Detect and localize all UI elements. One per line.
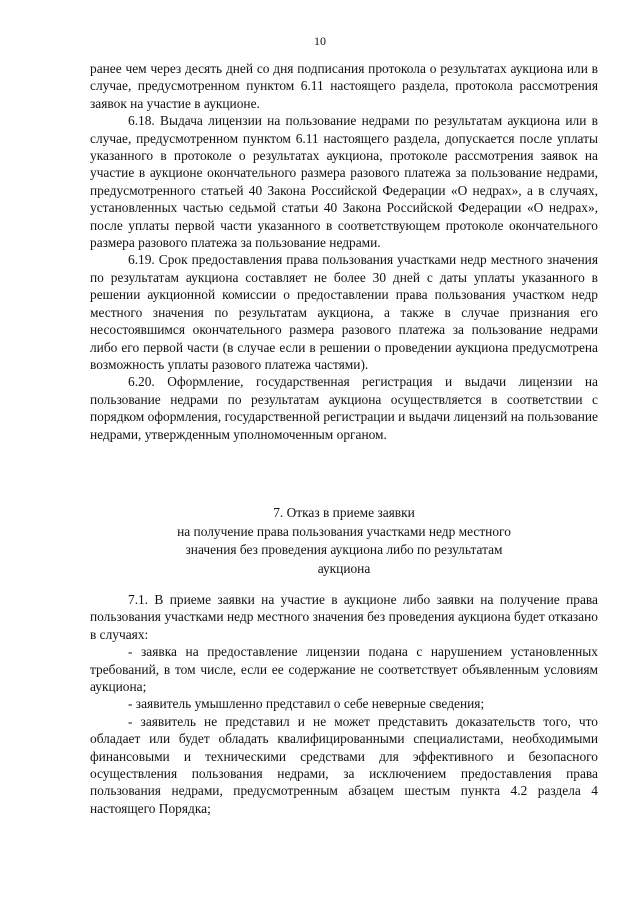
heading-line: 7. Отказ в приеме заявки (273, 505, 415, 520)
list-item-1: - заявка на предоставление лицензии подана с нарушением установленных требований, в том числе, если ее содержание не соответствует объявленным условиям аукциона; (90, 644, 598, 695)
list-item-2: - заявитель умышленно представил о себе неверные сведения; (128, 696, 485, 712)
paragraph-6-19: 6.19. Срок предоставления права пользования участками недр местного значения по результатам аукциона составляет не более 30 дней с даты уплаты указанного в решении аукционной комиссии о предоставлении права пользования участком недр местного значения по результатам аукциона, а также в случае признания его несостоявшимся окончательного размера разового платежа за пользование недрами либо его первой части (в случае если в решении о проведении аукциона предусмотрена возможность уплаты разового платежа частями). (90, 252, 598, 372)
section-6-continuation (90, 60, 598, 443)
page-number: 10 (314, 34, 326, 48)
heading-line: на получение права пользования участками недр местного (177, 523, 511, 539)
heading-line: аукциона (317, 560, 371, 576)
heading-line: значения без проведения аукциона либо по результатам (185, 542, 503, 557)
paragraph-continuation: ранее чем через десять дней со дня подписания протокола о результатах аукциона или в случае, предусмотренном пунктом 6.11 настоящего раздела, протокола рассмотрения заявок на участие в аукционе. (90, 61, 598, 111)
paragraph-6-20: 6.20. Оформление, государственная регистрация и выдачи лицензии на пользование недрами по результатам аукциона осуществляется в соответствии с порядком оформления, государственной регистрации и выдачи лицензий на пользование недрами, утвержденным уполномоченным органом. (90, 374, 598, 442)
paragraph-6-18: 6.18. Выдача лицензии на пользование недрами по результатам аукциона или в случае, предусмотренном пунктом 6.11 настоящего раздела, допускается после уплаты указанного в протоколе о результатах аукциона, протоколе рассмотрения заявок на участие в аукционе окончательного размера разового платежа за пользование недрами, предусмотренного статьей 40 Закона Российской Федерации «О недрах», а в случаях, установленных частью седьмой статьи 40 Закона Российской Федерации «О недрах», после уплаты первой части указанного в соответствующем протоколе окончательного размера разового платежа за пользование недрами. (90, 113, 598, 251)
list-item-3: - заявитель не представил и не может представить доказательств того, что обладает или будет обладать квалифицированными специалистами, необходимыми финансовыми и техническими средствами для эффективного и безопасного осуществления пользования недрами, за исключением предоставления права пользования недрами, предусмотренным абзацем шестым пункта 4.2 раздела 4 настоящего Порядка; (90, 713, 598, 816)
paragraph-7-1: 7.1. В приеме заявки на участие в аукционе либо заявки на получение права пользования участками недр местного значения без проведения аукциона будет отказано в случаях: (90, 592, 598, 642)
section-7-heading (90, 504, 598, 578)
section-7-body (90, 591, 598, 817)
